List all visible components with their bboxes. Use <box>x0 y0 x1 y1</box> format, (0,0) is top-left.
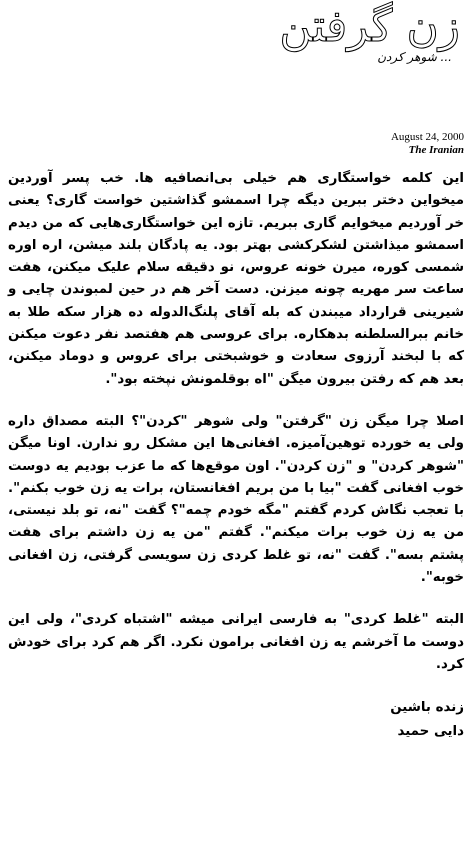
article-paragraph: اصلا چرا میگن زن "گرفتن" ولی شوهر "کردن"؟ البته مصداق داره ولی یه خورده توهین‌آمیزه. افغانی‌ها این مشکل رو ندارن. اونا میگن "شوهر کردن" و "زن کردن". اون موقع‌ها که ما عزب بودیم یه دوست خوب افغانی گفت "بیا با من بریم افغانستان، برات یه زن خوب بکنم". با تعجب نگاش کردم گفتم "مگه خودم چمه"؟ گفت "نه، تو بلد نیستی، من یه زن خوب برات میکنم". گفتم "من یه زن داشتم برای هفت پشتم بسه". گفت "نه، تو غلط کردی زن سویسی گرفتی، زن افغانی خوبه". <box>8 413 464 586</box>
page-subtitle: ... شوهر کردن <box>377 50 452 64</box>
publish-date: August 24, 2000 <box>390 131 464 143</box>
source-name: The Iranian <box>408 144 464 156</box>
signature-block <box>8 696 464 744</box>
page-title: زن گرفتن <box>279 1 460 52</box>
article-body <box>8 168 464 744</box>
article-paragraph: این کلمه خواستگاری هم خیلی بی‌انصافیه ها. خب پسر آوردین میخواین دختر ببرین دیگه چرا اسمشو گذاشتین خواست گاری؟ یعنی خر آوردیم میخوایم گاری ببریم. تازه این خواستگاری‌هایی که من دیدم اسمشو میذاشتن لشکرکشی بهتر بود. یه پادگان بلند میشن، اره اوره شمسی کوره، میرن خونه عروس، نو دقیقه سلام علیک میکنن، هفت ساعت سر مهریه چونه میزنن. دست آخر هم در حین لمبوندن چایی و شیرینی قرارداد میبندن که بله آقای پلنگ‌الدوله ده هزار سکه طلا به خانم ببرالسلطنه بدهکاره. برای عروسی هم هفتصد نفر دعوت میکنن که با لبخند آرزوی سعادت و خوشبختی برای عروس و دوماد میکنن، بعد هم که رفتن بیرون میگن "اه بوقلمونش نپخته بود". <box>8 171 464 387</box>
author-name: دایی حمید <box>397 724 464 740</box>
dateline <box>391 131 464 157</box>
article-paragraph: البته "غلط کردی" به فارسی ایرانی میشه "اشتباه کردی"، ولی این دوست ما آخرشم یه زن افغانی برامون نکرد. اگر هم کرد برای خودش کرد. <box>8 612 464 672</box>
closing-line: زنده باشین <box>390 700 464 716</box>
